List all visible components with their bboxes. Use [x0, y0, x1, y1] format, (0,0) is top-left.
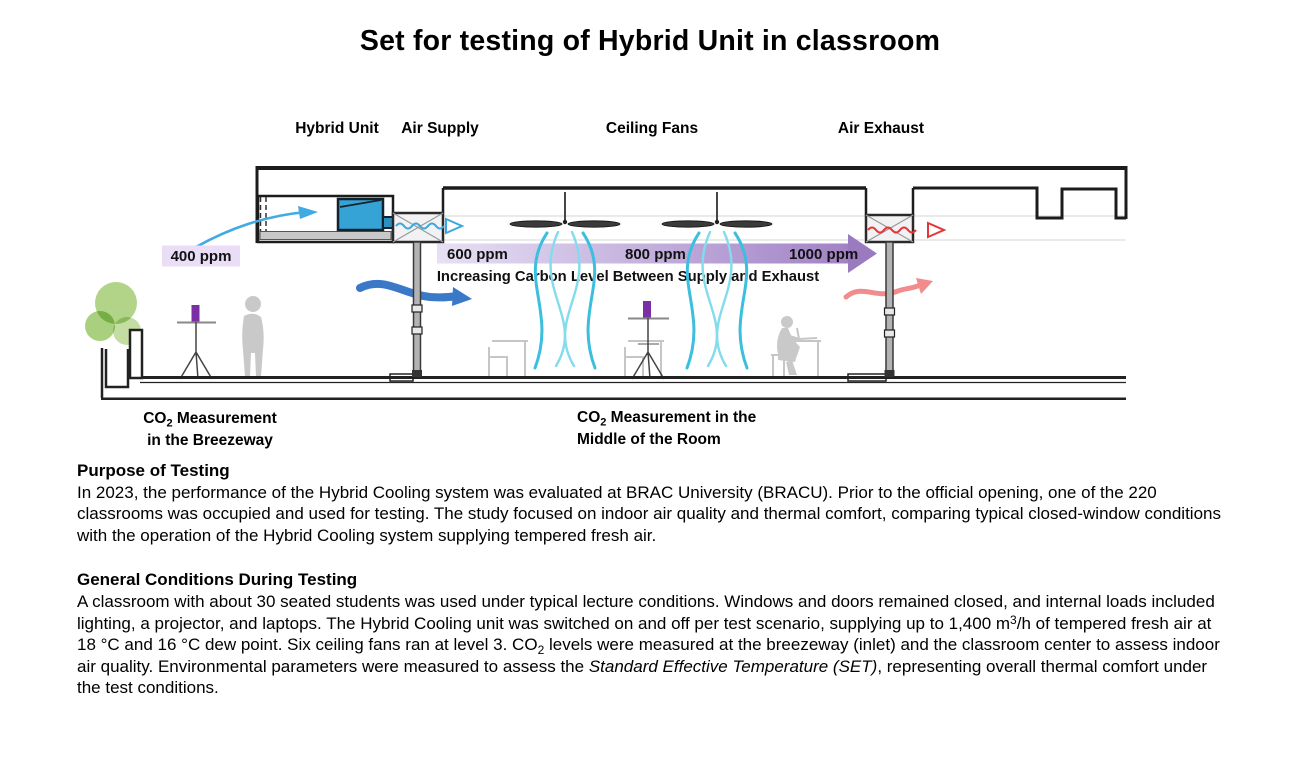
co2-breezeway-caption-line2: in the Breezeway: [147, 432, 273, 449]
supply-partition-wall: [412, 242, 422, 377]
purpose-heading: Purpose of Testing: [77, 461, 230, 480]
general-conditions-paragraph: A classroom with about 30 seated students was used under typical lecture conditions. Windows and doors remained closed, and internal loads included lighting, a projector, and laptops. The Hybrid Cooling unit was switched on and off per test scenario, supplying up to 1,400 $m^3/h$ of tempered fresh air at 18 °C and 16 °C dew point. Six ceiling fans ran at level 3. $CO_2$ levels were measured at the breezeway (inlet) and the classroom center to assess indoor air quality. Environmental parameters were measured to assess the Standard Effective Temperature (SET), representing overall thermal comfort under the test conditions.: [77, 591, 1220, 698]
exhaust-partition-wall: [885, 242, 895, 377]
co2-room-caption-line1: $CO_2$ Measurement in the: [577, 409, 757, 429]
gradient-caption: Increasing Carbon Level Between Supply and Exhaust: [436, 269, 820, 285]
air-exhaust-label: Air Exhaust: [837, 120, 925, 137]
seated-person-silhouette: [777, 316, 800, 375]
breezeway-wall-stub: [130, 330, 142, 378]
ceiling-fans-label: Ceiling Fans: [605, 120, 699, 137]
ceiling-fan-left: [510, 192, 620, 227]
ceiling-fan-right: [662, 192, 772, 227]
hybrid-unit-label: Hybrid Unit: [295, 120, 379, 137]
ceiling-fans: [510, 192, 772, 227]
general-conditions-heading: General Conditions During Testing: [77, 570, 358, 590]
component-labels: [295, 120, 924, 137]
co2-room-caption-line2: Middle of the Room: [577, 431, 721, 448]
air-supply-label: Air Supply: [401, 120, 479, 137]
page-title: Set for testing of Hybrid Unit in classroom: [359, 25, 941, 57]
co2-breezeway-caption-line1: $CO_2$ Measurement: [143, 410, 277, 430]
standing-person-silhouette: [242, 296, 263, 377]
ppm-1000-label: 1000 ppm: [789, 246, 859, 263]
description-text: [77, 460, 1227, 722]
breezeway-ppm-marker: [162, 246, 240, 267]
ppm-600-label: 600 ppm: [447, 246, 508, 263]
air-supply-diffuser: [393, 213, 443, 242]
ppm-400-label: 400 ppm: [170, 248, 232, 265]
ppm-800-label: 800 ppm: [625, 246, 686, 263]
co2-measurement-captions: [143, 409, 756, 449]
chair-desk-left: [489, 341, 528, 377]
co2-sensor-breezeway: [192, 305, 200, 322]
plenum-floor: [260, 232, 391, 240]
purpose-paragraph: In 2023, the performance of the Hybrid Cooling system was evaluated at BRAC University (BRACU). Prior to the official opening, one of the 220 classrooms was occupied and used for testing. The study focused on indoor air quality and thermal comfort, comparing typical closed-window conditions with the operation of the Hybrid Cooling system supplying tempered fresh air.: [77, 482, 1221, 545]
planter-curb: [106, 349, 128, 387]
co2-sensor-room: [643, 301, 651, 318]
breezeway-co2-tripod: [177, 305, 216, 379]
